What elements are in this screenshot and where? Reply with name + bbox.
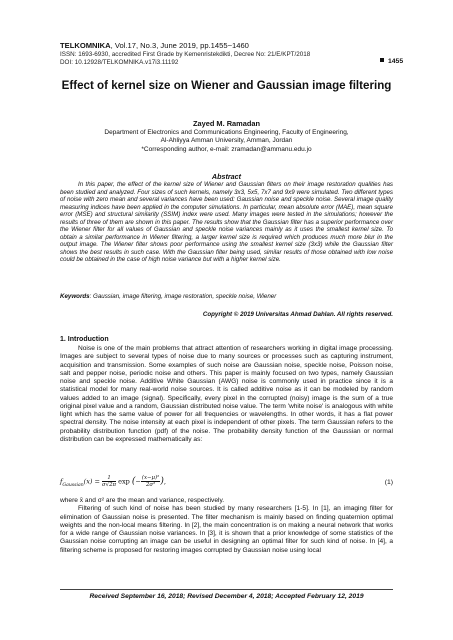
issn-line: ISSN: 1693-6930, accredited First Grade by Kemenristekdikti, Decree No: 21/E/KPT/2018	[60, 50, 311, 58]
abstract-heading: Abstract	[211, 172, 242, 181]
journal-details: , Vol.17, No.3, June 2019, pp.1455~1460	[110, 41, 249, 50]
keywords-label: Keywords	[60, 293, 90, 300]
equation-1	[60, 475, 393, 493]
journal-header	[60, 41, 400, 67]
intro-paragraph-1: Noise is one of the main problems that attract attention of researchers working in digital image processing. Images are subject to several types of noise due to many sources or processes such as capturing instrument, acquisition and transmission. Some examples of such noise are Gaussian noise, speckle noise, Poisson noise, salt and pepper noise, periodic noise and others. This paper is mainly focused on two types, namely Gaussian noise and speckle noise. Additive White Gaussian (AWG) noise is commonly used in practice since it is a statistical model for many real-world noise sources. It is called additive noise as it can be modeled by random values added to an image (signal). Specifically, every pixel in the corrupted (noisy) image is the sum of a true original pixel value and a random, Gaussian distributed noise value. The term 'white noise' is analogous with white light which has the same value of power for all frequencies or wavelengths. In other words, it has a flat power spectral density. The noise intensity at each pixel is independent of other pixels. The term Gaussian refers to the probability distribution function (pdf) of the noise. The probability density function of the Gaussian or normal distribution can be expressed mathematically as:	[60, 345, 393, 443]
equation-formula: $f_{Gaussian}(x)$ = $\frac{1}{\sigma√2\pi}$ exp (− $\frac{\text{(x−μ)²}}{\text{2σ²}}$ ),	[60, 475, 166, 488]
copyright-notice: Copyright © 2019 Universitas Ahmad Dahlan. All rights reserved.	[202, 311, 393, 318]
equation-number: (1)	[384, 479, 393, 486]
corresponding-author: *Corresponding author, e-mail: zramadan@ammanu.edu.jo	[141, 145, 312, 153]
doi-line: DOI: 10.12928/TELKOMNIKA.v17i3.11192	[60, 58, 179, 66]
author-name: Zayed M. Ramadan	[193, 119, 260, 128]
where-text: where x̄ and σ² are the mean and variance, respectively.	[60, 497, 225, 504]
para2-text: Filtering of such kind of noise has been studied by many researchers [1-5]. In [1], an imaging filter for elimination of Gaussian noise is presented. The filter mechanism is mainly based on finding quaternion optimal weights and the non-local means filtering. In [2], the main concentration is on making a neural network that works for a wide range of Gaussian noise variances. In [3], it is shown that a prior knowledge of some statistics of the Gaussian noise corrupting an image can be useful in designing an optimal filter for such kind of noise. In [4], a filtering scheme is proposed for restoring images corrupted by Gaussian noise using local	[60, 505, 393, 554]
page-number	[380, 58, 403, 65]
abstract-text: In this paper, the effect of the kernel size of Wiener and Gaussian filters on their image restoration qualities has been studied and analyzed. Four sizes of such kernels, namely 3x3, 5x5, 7x7 and 9x9 were simulated. Two different types of noise with zero mean and several variances have been used: Gaussian noise and speckle noise. Several image quality measuring indices have been applied in the computer simulations. In particular, mean absolute error (MAE), mean square error (MSE) and structural similarity (SSIM) index were used. Many images were tested in the simulations; however the results of three of them are shown in this paper. The results show that the Gaussian filter has a superior performance over the Wiener filter for all values of Gaussian and speckle noise variances mainly as it uses the smallest kernel size. To obtain a similar performance in Wiener filtering, a larger kernel size is required which produces much more blur in the output image. The Wiener filter shows poor performance using the smallest kernel size (3x3) while the Gaussian filter shows the best results in such case. With the Gaussian filter being used, similar results of those obtained with low noise could be obtained in the case of high noise variance but with a higher kernel size.	[60, 181, 393, 264]
page-number-text: 1455	[388, 58, 404, 65]
square-bullet-icon	[380, 58, 384, 62]
section-heading: 1. Introduction	[60, 336, 109, 343]
author-block	[60, 118, 393, 154]
intro-paragraph-2	[60, 497, 393, 555]
received-footer: Received September 16, 2018; Revised December 4, 2018; Accepted February 12, 2019	[60, 589, 393, 600]
keywords	[60, 293, 393, 301]
journal-name: TELKOMNIKA	[60, 41, 111, 50]
author-institution: Al-Ahliyya Amman University, Amman, Jordan	[160, 137, 293, 145]
author-affiliation: Department of Electronics and Communications Engineering, Faculty of Engineering,	[104, 129, 349, 136]
paper-title: Effect of kernel size on Wiener and Gaussian image filtering	[61, 79, 392, 92]
keywords-text: : Gaussian, image filtering, image restoration, speckle noise, Wiener	[89, 293, 277, 300]
